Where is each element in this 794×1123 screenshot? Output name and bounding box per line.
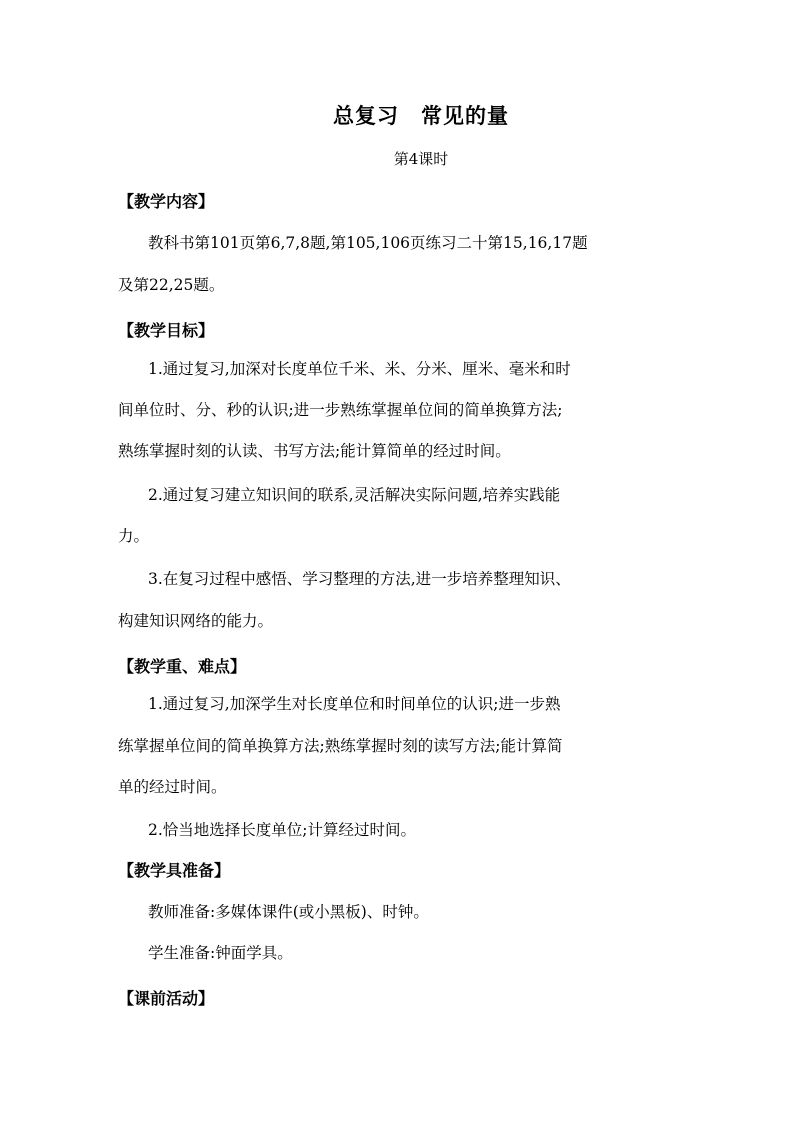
section-heading-goals: 【教学目标】 [118,321,215,340]
paragraph-line: 教科书第101页第6,7,8题,第105,106页练习二十第15,16,17题 [148,234,588,252]
section-heading-keypoints: 【教学重、难点】 [118,657,247,676]
paragraph-line: 构建知识网络的能力。 [118,612,274,630]
lesson-number: 第4课时 [393,150,449,168]
paragraph-line: 1.通过复习,加深对长度单位千米、米、分米、厘米、毫米和时 [148,360,571,378]
paragraph-line: 单的经过时间。 [118,778,227,796]
paragraph-line: 熟练掌握时刻的认读、书写方法;能计算简单的经过时间。 [118,442,511,460]
paragraph-line: 2.通过复习建立知识间的联系,灵活解决实际问题,培养实践能 [148,486,561,504]
paragraph-line: 练掌握单位间的简单换算方法;熟练掌握时刻的读写方法;能计算简 [118,737,563,755]
paragraph-line: 教师准备:多媒体课件(或小黑板)、时钟。 [148,903,429,921]
section-heading-preclass: 【课前活动】 [118,989,215,1008]
document-title: 总复习 常见的量 [333,104,509,128]
paragraph-line: 力。 [118,527,150,545]
section-heading-content: 【教学内容】 [118,192,215,211]
paragraph-line: 2.恰当地选择长度单位;计算经过时间。 [148,821,417,839]
paragraph-line: 及第22,25题。 [118,276,225,294]
paragraph-line: 3.在复习过程中感悟、学习整理的方法,进一步培养整理知识、 [148,570,571,588]
paragraph-line: 间单位时、分、秒的认识;进一步熟练掌握单位间的简单换算方法; [118,401,563,419]
paragraph-line: 1.通过复习,加深学生对长度单位和时间单位的认识;进一步熟 [148,695,561,713]
section-heading-prep: 【教学具准备】 [118,861,231,880]
paragraph-line: 学生准备:钟面学具。 [148,944,293,962]
